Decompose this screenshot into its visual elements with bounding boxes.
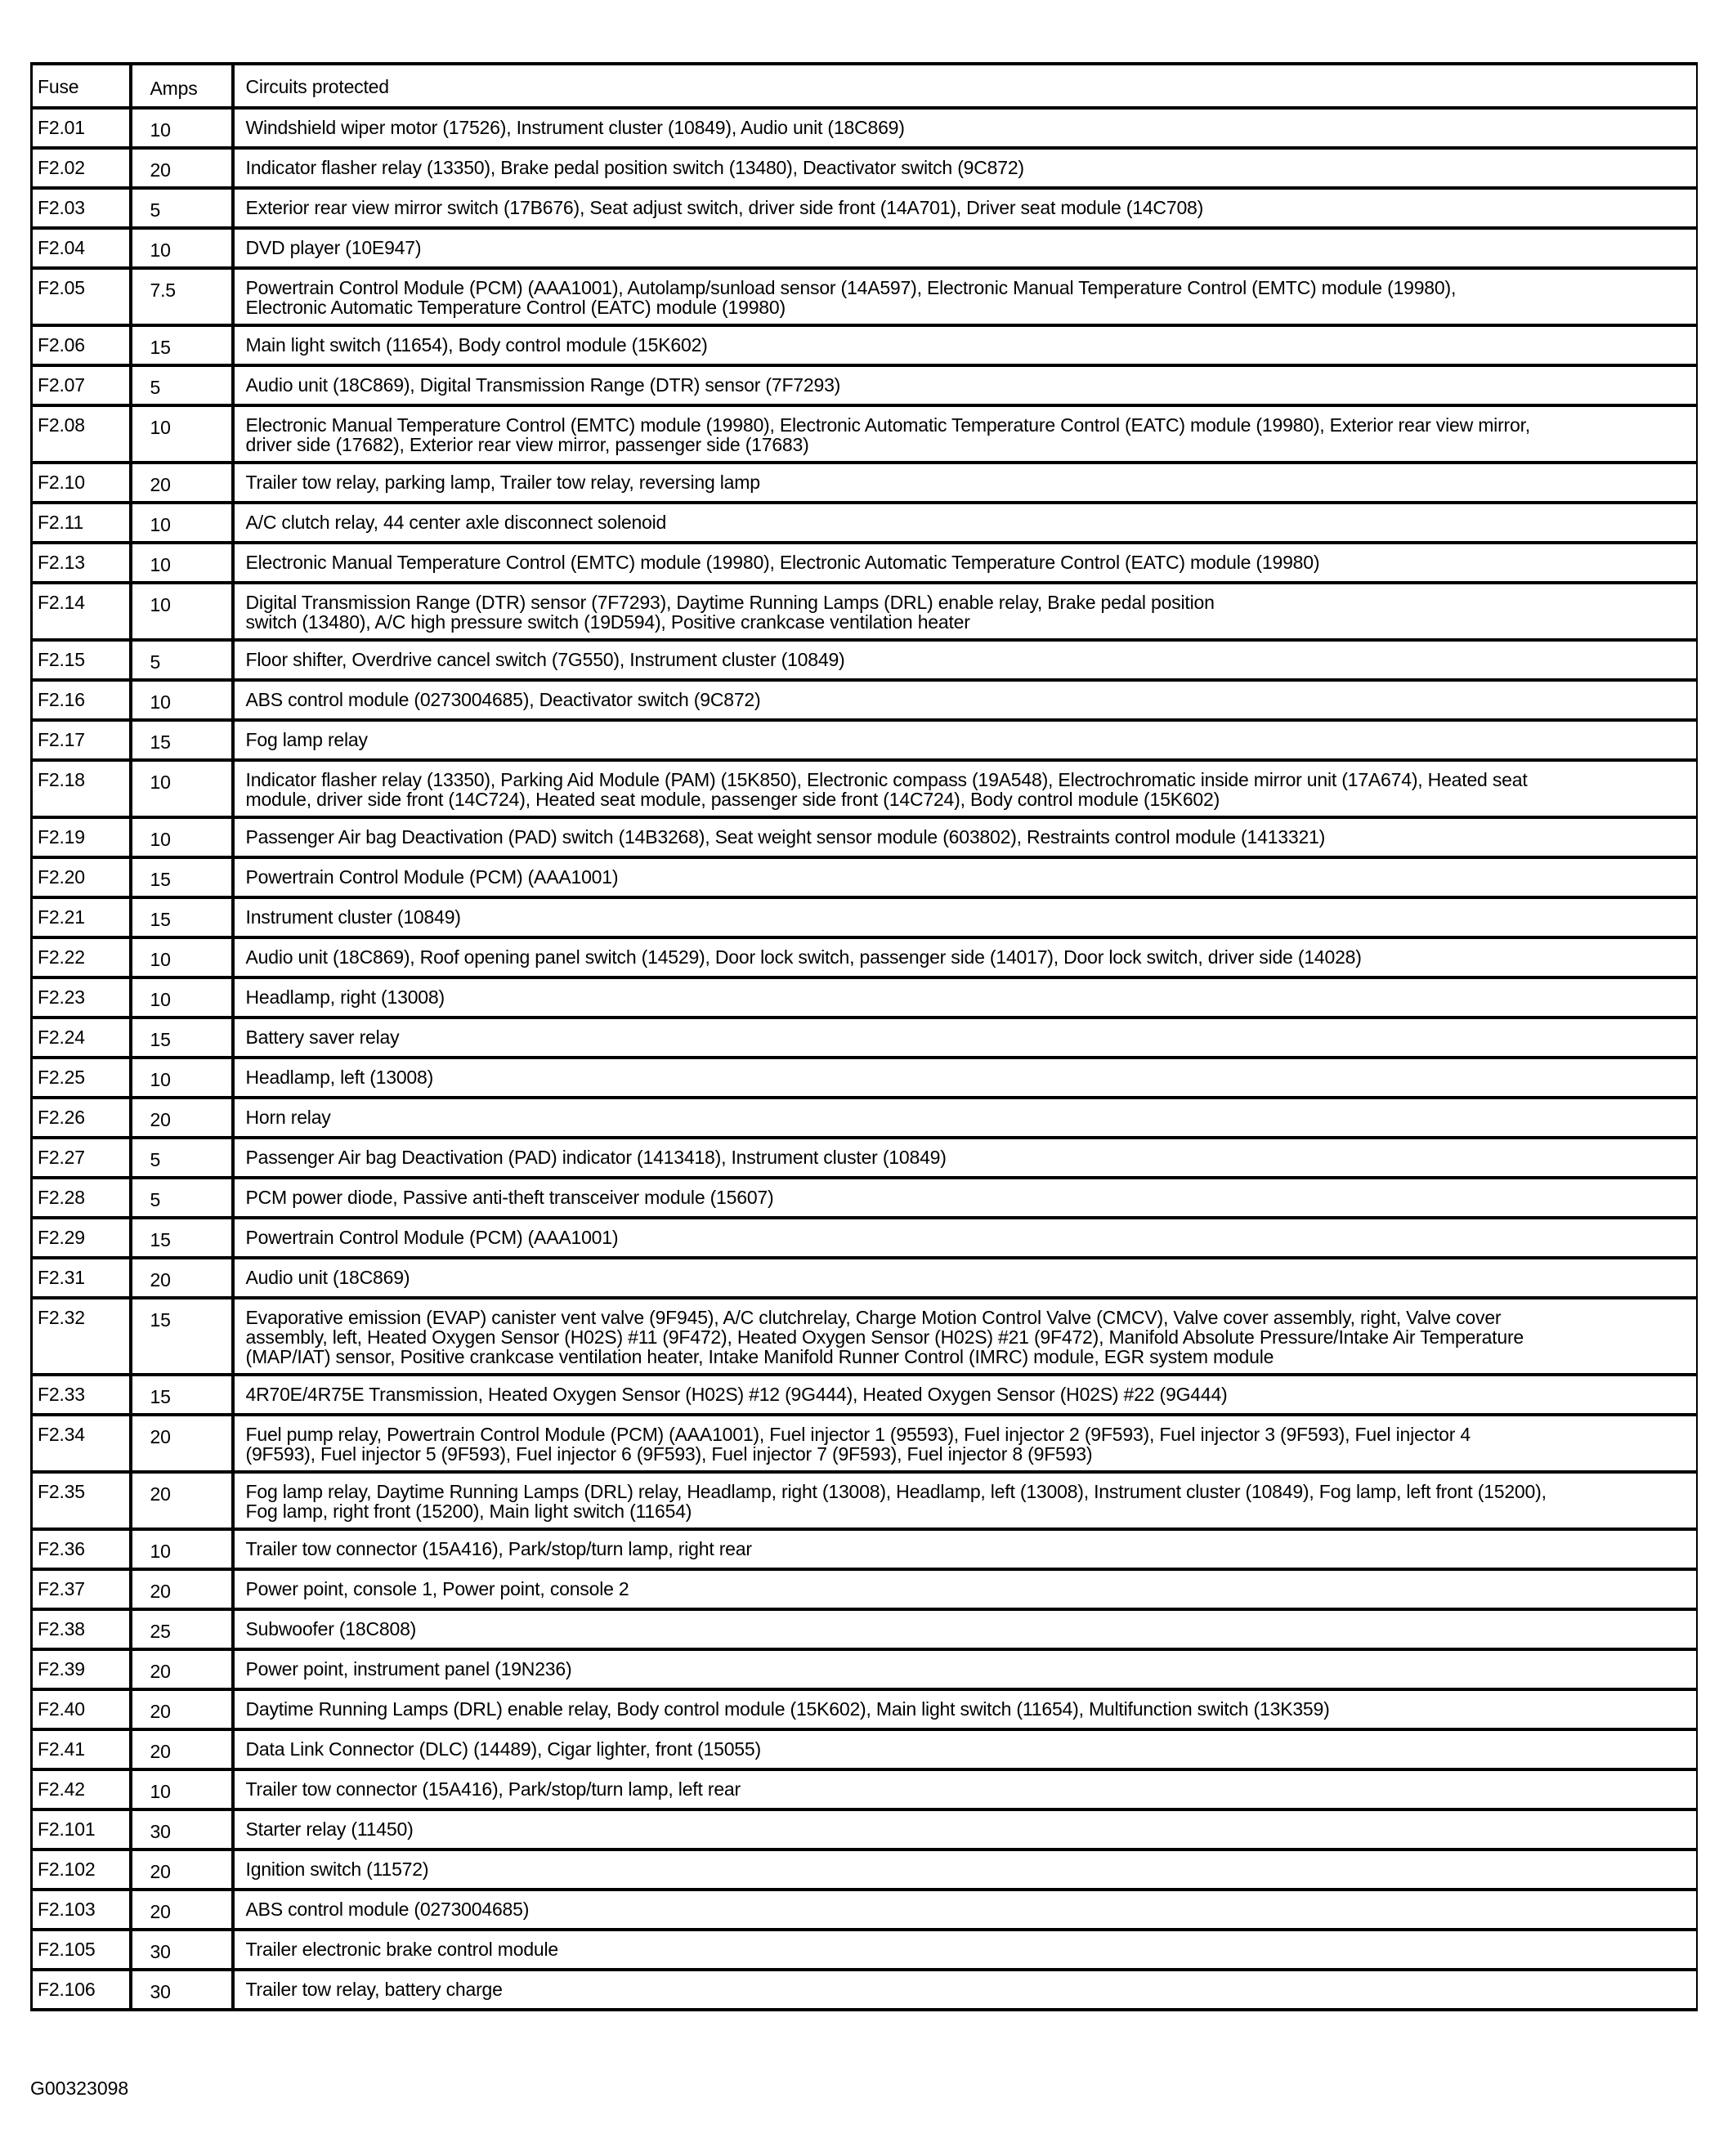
fuse-cell: F2.05: [32, 268, 131, 325]
table-row: [32, 188, 1698, 228]
circuits-cell: Subwoofer (18C808): [233, 1609, 1698, 1649]
fuse-cell: F2.26: [32, 1098, 131, 1138]
fuse-cell: F2.39: [32, 1649, 131, 1689]
circuits-cell: Exterior rear view mirror switch (17B676), Seat adjust switch, driver side front (14A701), Driver seat module (14C708): [233, 188, 1698, 228]
circuits-cell: Audio unit (18C869), Digital Transmission Range (DTR) sensor (7F7293): [233, 365, 1698, 405]
table-row: [32, 857, 1698, 897]
circuits-cell: Ignition switch (11572): [233, 1850, 1698, 1890]
circuits-cell: Trailer electronic brake control module: [233, 1930, 1698, 1970]
table-row: [32, 1809, 1698, 1850]
fuse-cell: F2.23: [32, 977, 131, 1018]
header-amps: Amps: [131, 64, 233, 108]
table-row: [32, 1178, 1698, 1218]
circuits-cell: Main light switch (11654), Body control module (15K602): [233, 325, 1698, 365]
table-row: [32, 405, 1698, 463]
table-row: [32, 1258, 1698, 1298]
fuse-cell: F2.32: [32, 1298, 131, 1375]
circuits-cell: DVD player (10E947): [233, 228, 1698, 268]
circuits-cell: Trailer tow connector (15A416), Park/stop/turn lamp, left rear: [233, 1769, 1698, 1809]
circuits-cell: Passenger Air bag Deactivation (PAD) indicator (1413418), Instrument cluster (10849): [233, 1138, 1698, 1178]
table-row: [32, 897, 1698, 937]
amps-cell: 5: [131, 188, 233, 228]
fuse-cell: F2.105: [32, 1930, 131, 1970]
amps-cell: 10: [131, 1769, 233, 1809]
circuits-cell: Windshield wiper motor (17526), Instrument cluster (10849), Audio unit (18C869): [233, 108, 1698, 148]
circuits-cell: PCM power diode, Passive anti-theft transceiver module (15607): [233, 1178, 1698, 1218]
amps-cell: 15: [131, 1375, 233, 1415]
table-body: [32, 108, 1698, 2010]
fuse-cell: F2.17: [32, 720, 131, 760]
table-row: [32, 937, 1698, 977]
fuse-cell: F2.16: [32, 680, 131, 720]
amps-cell: 15: [131, 857, 233, 897]
fuse-cell: F2.06: [32, 325, 131, 365]
circuits-cell: ABS control module (0273004685), Deactivator switch (9C872): [233, 680, 1698, 720]
amps-cell: 15: [131, 325, 233, 365]
fuse-cell: F2.08: [32, 405, 131, 463]
fuse-cell: F2.20: [32, 857, 131, 897]
amps-cell: 10: [131, 503, 233, 543]
amps-cell: 10: [131, 1529, 233, 1569]
circuits-cell: Evaporative emission (EVAP) canister vent valve (9F945), A/C clutchrelay, Charge Motion Control Valve (CMCV), Valve cover assembly, right, Valve cover assembly, left, Heated Oxygen Sensor (H02S) #11 (9F472), Heated Oxygen Sensor (H02S) #21 (9F472), Manifold Absolute Pressure/Intake Air Temperature (MAP/IAT) sensor, Positive crankcase ventilation heater, Intake Manifold Runner Control (IMRC) module, EGR system module: [233, 1298, 1698, 1375]
amps-cell: 10: [131, 405, 233, 463]
fuse-cell: F2.14: [32, 583, 131, 640]
amps-cell: 10: [131, 108, 233, 148]
table-row: [32, 108, 1698, 148]
circuits-cell: Horn relay: [233, 1098, 1698, 1138]
fuse-cell: F2.21: [32, 897, 131, 937]
table-row: [32, 1850, 1698, 1890]
fuse-cell: F2.15: [32, 640, 131, 680]
table-row: [32, 720, 1698, 760]
circuits-cell: Fog lamp relay: [233, 720, 1698, 760]
table-row: [32, 1472, 1698, 1529]
fuse-cell: F2.13: [32, 543, 131, 583]
table-row: [32, 680, 1698, 720]
table-row: [32, 1729, 1698, 1769]
amps-cell: 20: [131, 1098, 233, 1138]
circuits-cell: Floor shifter, Overdrive cancel switch (7G550), Instrument cluster (10849): [233, 640, 1698, 680]
table-row: [32, 1138, 1698, 1178]
amps-cell: 20: [131, 1472, 233, 1529]
fuse-cell: F2.106: [32, 1970, 131, 2010]
circuits-cell: Electronic Manual Temperature Control (EMTC) module (19980), Electronic Automatic Temperature Control (EATC) module (19980), Exterior rear view mirror, driver side (17682), Exterior rear view mirror, passenger side (17683): [233, 405, 1698, 463]
amps-cell: 30: [131, 1809, 233, 1850]
fuse-cell: F2.11: [32, 503, 131, 543]
amps-cell: 20: [131, 1890, 233, 1930]
fuse-cell: F2.03: [32, 188, 131, 228]
circuits-cell: Indicator flasher relay (13350), Brake pedal position switch (13480), Deactivator switch (9C872): [233, 148, 1698, 188]
fuse-cell: F2.34: [32, 1415, 131, 1472]
circuits-cell: Fuel pump relay, Powertrain Control Module (PCM) (AAA1001), Fuel injector 1 (95593), Fuel injector 2 (9F593), Fuel injector 3 (9F593), Fuel injector 4 (9F593), Fuel injector 5 (9F593), Fuel injector 6 (9F593), Fuel injector 7 (9F593), Fuel injector 8 (9F593): [233, 1415, 1698, 1472]
fuse-cell: F2.31: [32, 1258, 131, 1298]
amps-cell: 25: [131, 1609, 233, 1649]
fuse-cell: F2.36: [32, 1529, 131, 1569]
amps-cell: 15: [131, 1018, 233, 1058]
circuits-cell: Power point, console 1, Power point, console 2: [233, 1569, 1698, 1609]
fuse-cell: F2.37: [32, 1569, 131, 1609]
fuse-cell: F2.25: [32, 1058, 131, 1098]
amps-cell: 20: [131, 1258, 233, 1298]
fuse-cell: F2.02: [32, 148, 131, 188]
table-row: [32, 977, 1698, 1018]
circuits-cell: Data Link Connector (DLC) (14489), Cigar lighter, front (15055): [233, 1729, 1698, 1769]
table-row: [32, 1769, 1698, 1809]
fuse-cell: F2.27: [32, 1138, 131, 1178]
figure-code: G00323098: [30, 2078, 129, 2099]
amps-cell: 20: [131, 148, 233, 188]
fuse-cell: F2.38: [32, 1609, 131, 1649]
fuse-cell: F2.35: [32, 1472, 131, 1529]
table-row: [32, 1018, 1698, 1058]
circuits-cell: Trailer tow connector (15A416), Park/stop/turn lamp, right rear: [233, 1529, 1698, 1569]
circuits-cell: Audio unit (18C869): [233, 1258, 1698, 1298]
circuits-cell: Starter relay (11450): [233, 1809, 1698, 1850]
circuits-cell: Headlamp, right (13008): [233, 977, 1698, 1018]
fuse-cell: F2.07: [32, 365, 131, 405]
fuse-cell: F2.24: [32, 1018, 131, 1058]
amps-cell: 10: [131, 543, 233, 583]
fuse-cell: F2.29: [32, 1218, 131, 1258]
fuse-cell: F2.41: [32, 1729, 131, 1769]
circuits-cell: Headlamp, left (13008): [233, 1058, 1698, 1098]
table-row: [32, 503, 1698, 543]
circuits-cell: Fog lamp relay, Daytime Running Lamps (DRL) relay, Headlamp, right (13008), Headlamp, left (13008), Instrument cluster (10849), Fog lamp, left front (15200), Fog lamp, right front (15200), Main light switch (11654): [233, 1472, 1698, 1529]
circuits-cell: ABS control module (0273004685): [233, 1890, 1698, 1930]
table-row: [32, 1609, 1698, 1649]
amps-cell: 10: [131, 680, 233, 720]
amps-cell: 20: [131, 1689, 233, 1729]
amps-cell: 15: [131, 1218, 233, 1258]
circuits-cell: Daytime Running Lamps (DRL) enable relay, Body control module (15K602), Main light switch (11654), Multifunction switch (13K359): [233, 1689, 1698, 1729]
table-row: [32, 325, 1698, 365]
table-row: [32, 640, 1698, 680]
fuse-cell: F2.22: [32, 937, 131, 977]
amps-cell: 30: [131, 1930, 233, 1970]
fuse-cell: F2.28: [32, 1178, 131, 1218]
circuits-cell: Powertrain Control Module (PCM) (AAA1001), Autolamp/sunload sensor (14A597), Electronic Manual Temperature Control (EMTC) module (19980), Electronic Automatic Temperature Control (EATC) module (19980): [233, 268, 1698, 325]
amps-cell: 10: [131, 977, 233, 1018]
table-row: [32, 817, 1698, 857]
fuse-cell: F2.10: [32, 463, 131, 503]
table-row: [32, 1649, 1698, 1689]
table-row: [32, 268, 1698, 325]
amps-cell: 10: [131, 1058, 233, 1098]
amps-cell: 20: [131, 463, 233, 503]
fuse-cell: F2.40: [32, 1689, 131, 1729]
circuits-cell: Battery saver relay: [233, 1018, 1698, 1058]
fuse-cell: F2.101: [32, 1809, 131, 1850]
table-row: [32, 463, 1698, 503]
amps-cell: 10: [131, 228, 233, 268]
table-row: [32, 543, 1698, 583]
amps-cell: 20: [131, 1850, 233, 1890]
circuits-cell: Passenger Air bag Deactivation (PAD) switch (14B3268), Seat weight sensor module (603802), Restraints control module (1413321): [233, 817, 1698, 857]
fuse-cell: F2.102: [32, 1850, 131, 1890]
amps-cell: 20: [131, 1649, 233, 1689]
table-row: [32, 1218, 1698, 1258]
circuits-cell: A/C clutch relay, 44 center axle disconnect solenoid: [233, 503, 1698, 543]
amps-cell: 10: [131, 817, 233, 857]
circuits-cell: Audio unit (18C869), Roof opening panel switch (14529), Door lock switch, passenger side (14017), Door lock switch, driver side (14028): [233, 937, 1698, 977]
amps-cell: 5: [131, 365, 233, 405]
circuits-cell: Power point, instrument panel (19N236): [233, 1649, 1698, 1689]
amps-cell: 10: [131, 583, 233, 640]
table-row: [32, 1415, 1698, 1472]
fuse-cell: F2.33: [32, 1375, 131, 1415]
amps-cell: 15: [131, 897, 233, 937]
table-row: [32, 1375, 1698, 1415]
fuse-table: [30, 62, 1698, 2011]
circuits-cell: 4R70E/4R75E Transmission, Heated Oxygen Sensor (H02S) #12 (9G444), Heated Oxygen Sensor (H02S) #22 (9G444): [233, 1375, 1698, 1415]
table-row: [32, 1970, 1698, 2010]
fuse-cell: F2.19: [32, 817, 131, 857]
circuits-cell: Electronic Manual Temperature Control (EMTC) module (19980), Electronic Automatic Temperature Control (EATC) module (19980): [233, 543, 1698, 583]
table-row: [32, 148, 1698, 188]
circuits-cell: Digital Transmission Range (DTR) sensor (7F7293), Daytime Running Lamps (DRL) enable relay, Brake pedal position switch (13480), A/C high pressure switch (19D594), Positive crankcase ventilation heater: [233, 583, 1698, 640]
amps-cell: 5: [131, 1178, 233, 1218]
circuits-cell: Trailer tow relay, parking lamp, Trailer tow relay, reversing lamp: [233, 463, 1698, 503]
amps-cell: 15: [131, 720, 233, 760]
header-fuse: Fuse: [32, 64, 131, 108]
table-row: [32, 1098, 1698, 1138]
amps-cell: 30: [131, 1970, 233, 2010]
amps-cell: 5: [131, 1138, 233, 1178]
amps-cell: 15: [131, 1298, 233, 1375]
circuits-cell: Powertrain Control Module (PCM) (AAA1001): [233, 857, 1698, 897]
table-row: [32, 1689, 1698, 1729]
circuits-cell: Indicator flasher relay (13350), Parking Aid Module (PAM) (15K850), Electronic compass (19A548), Electrochromatic inside mirror unit (17A674), Heated seat module, driver side front (14C724), Heated seat module, passenger side front (14C724), Body control module (15K602): [233, 760, 1698, 817]
table-row: [32, 760, 1698, 817]
circuits-cell: Instrument cluster (10849): [233, 897, 1698, 937]
table-row: [32, 1890, 1698, 1930]
fuse-cell: F2.01: [32, 108, 131, 148]
table-row: [32, 365, 1698, 405]
fuse-cell: F2.18: [32, 760, 131, 817]
circuits-cell: Powertrain Control Module (PCM) (AAA1001): [233, 1218, 1698, 1258]
table-row: [32, 1298, 1698, 1375]
amps-cell: 20: [131, 1569, 233, 1609]
fuse-cell: F2.103: [32, 1890, 131, 1930]
amps-cell: 20: [131, 1729, 233, 1769]
amps-cell: 10: [131, 760, 233, 817]
amps-cell: 20: [131, 1415, 233, 1472]
circuits-cell: Trailer tow relay, battery charge: [233, 1970, 1698, 2010]
table-row: [32, 1930, 1698, 1970]
amps-cell: 5: [131, 640, 233, 680]
table-row: [32, 1058, 1698, 1098]
amps-cell: 7.5: [131, 268, 233, 325]
header-circuits-protected: Circuits protected: [233, 64, 1698, 108]
table-row: [32, 583, 1698, 640]
fuse-cell: F2.42: [32, 1769, 131, 1809]
fuse-cell: F2.04: [32, 228, 131, 268]
table-row: [32, 228, 1698, 268]
table-header-row: [32, 64, 1698, 108]
table-row: [32, 1529, 1698, 1569]
amps-cell: 10: [131, 937, 233, 977]
table-row: [32, 1569, 1698, 1609]
